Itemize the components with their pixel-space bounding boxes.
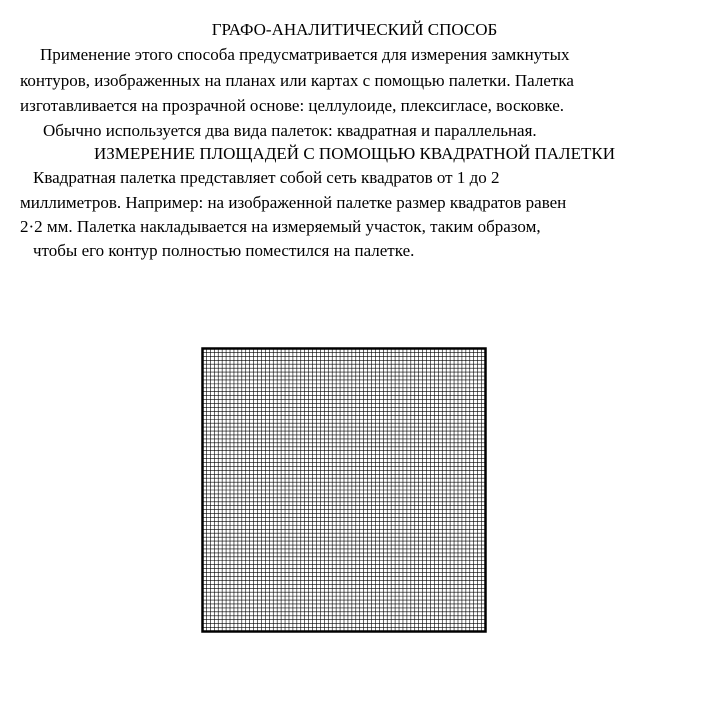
body-line-2: миллиметров. Например: на изображенной палетке размер квадратов равен — [20, 193, 567, 212]
body-line-3: 2·2 мм. Палетка накладывается на измеряемый участок, таким образом, — [20, 217, 541, 236]
section-subtitle: ИЗМЕРЕНИЕ ПЛОЩАДЕЙ С ПОМОЩЬЮ КВАДРАТНОЙ ПАЛЕТКИ — [94, 144, 615, 163]
body-line-1: Квадратная палетка представляет собой сеть квадратов от 1 до 2 — [33, 168, 500, 187]
intro-line-3: изготавливается на прозрачной основе: целлулоиде, плексигласе, восковке. — [20, 96, 565, 115]
intro-line-2: контуров, изображенных на планах или картах с помощью палетки. Палетка — [20, 71, 574, 90]
page-title: ГРАФО-АНАЛИТИЧЕСКИЙ СПОСОБ — [211, 20, 498, 39]
intro-line-4: Обычно используется два вида палеток: квадратная и параллельная. — [43, 121, 537, 140]
square-palette-grid — [201, 347, 487, 633]
body-line-4: чтобы его контур полностью поместился на палетке. — [33, 241, 415, 260]
intro-line-1: Применение этого способа предусматривается для измерения замкнутых — [40, 45, 570, 64]
